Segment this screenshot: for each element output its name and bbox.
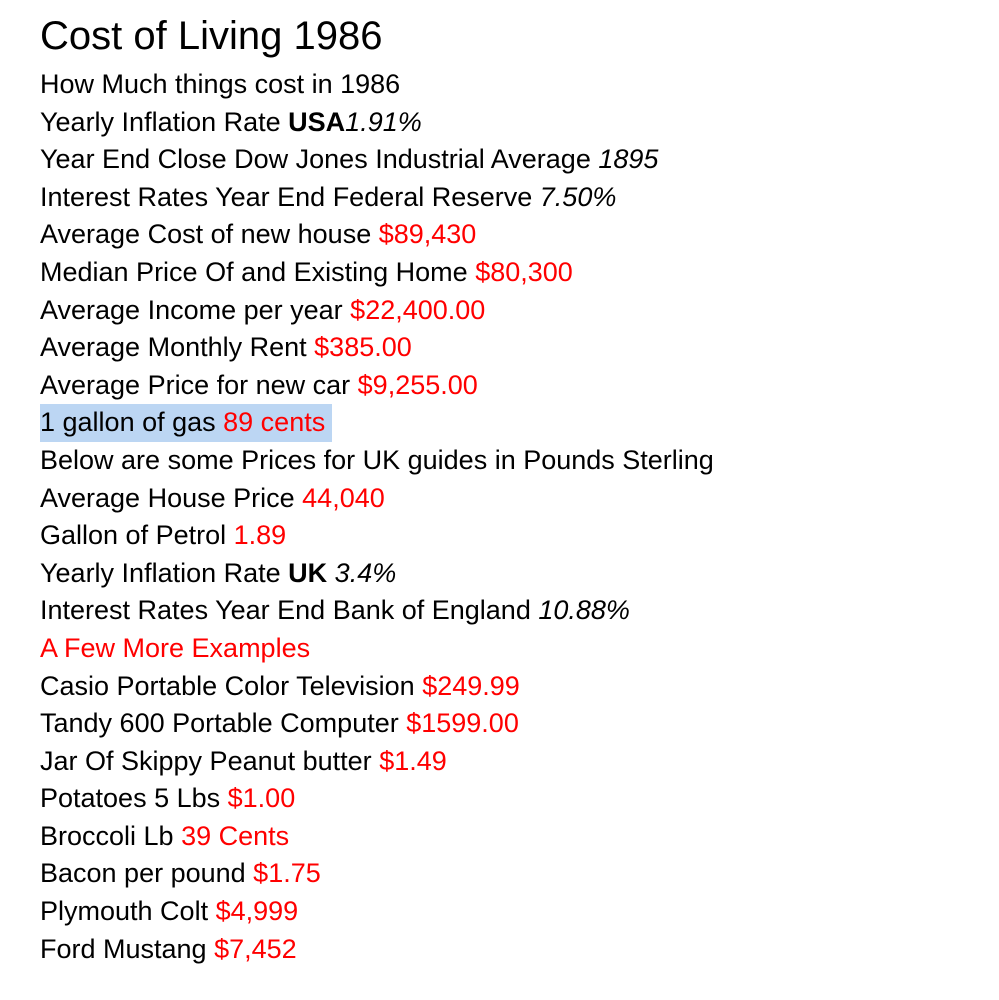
list-item <box>40 630 980 668</box>
item-label: Median Price Of and Existing Home <box>40 256 476 287</box>
price-value: A Few More Examples <box>40 632 311 663</box>
item-label: Average House Price <box>40 482 303 513</box>
list-item <box>40 517 980 555</box>
emphasis-text: USA <box>288 106 346 137</box>
price-value: $1.75 <box>253 858 321 889</box>
list-item <box>40 555 980 593</box>
price-value: 89 cents <box>223 407 326 438</box>
list-item <box>40 668 980 706</box>
list-item <box>40 743 980 781</box>
price-value: $1.00 <box>227 783 296 814</box>
list-item <box>40 818 980 856</box>
price-value: 44,040 <box>302 482 385 513</box>
item-label: Average Price for new car <box>40 369 358 400</box>
item-label: Yearly Inflation Rate <box>40 106 289 137</box>
price-value: $80,300 <box>475 256 573 287</box>
emphasis-text: 7.50% <box>539 181 617 212</box>
list-item <box>40 705 980 743</box>
list-item <box>40 66 980 104</box>
page-title: Cost of Living 1986 <box>40 14 383 58</box>
item-label: Interest Rates Year End Federal Reserve <box>40 181 540 212</box>
list-item <box>40 104 980 142</box>
list-item <box>40 404 332 442</box>
item-label: Potatoes 5 Lbs <box>40 783 228 814</box>
list-item <box>40 855 980 893</box>
item-label: Jar Of Skippy Peanut butter <box>40 745 380 776</box>
item-label: Tandy 600 Portable Computer <box>40 708 407 739</box>
item-label: Average Monthly Rent <box>40 332 315 363</box>
price-value: $1599.00 <box>406 708 519 739</box>
list-item <box>40 442 980 480</box>
item-label: Bacon per pound <box>40 858 254 889</box>
emphasis-text: 10.88% <box>538 595 630 626</box>
list-item <box>40 292 980 330</box>
list-item <box>40 216 980 254</box>
emphasis-text: 1895 <box>598 144 659 175</box>
item-label: Average Income per year <box>40 294 351 325</box>
item-label: Gallon of Petrol <box>40 520 234 551</box>
item-label <box>327 558 335 588</box>
list-item <box>40 592 980 630</box>
price-value: $249.99 <box>422 670 520 701</box>
emphasis-text: UK <box>288 557 328 588</box>
emphasis-text: 1.91% <box>345 106 422 137</box>
list-item <box>40 329 980 367</box>
price-value: $89,430 <box>378 219 477 250</box>
emphasis-text: 3.4% <box>334 557 397 588</box>
document <box>40 8 980 968</box>
list-item <box>40 480 980 518</box>
price-value: 39 Cents <box>181 820 290 851</box>
price-value: $4,999 <box>215 896 299 927</box>
item-label: Ford Mustang <box>40 933 215 964</box>
list-item <box>40 931 980 969</box>
item-label: Interest Rates Year End Bank of England <box>40 595 539 626</box>
price-value: $22,400.00 <box>350 294 486 325</box>
item-label: 1 gallon of gas <box>40 407 224 438</box>
price-value: $7,452 <box>214 933 297 964</box>
item-label: How Much things cost in 1986 <box>40 69 401 99</box>
item-label: Year End Close Dow Jones Industrial Average <box>40 144 599 175</box>
price-value: $9,255.00 <box>357 369 478 400</box>
item-label: Average Cost of new house <box>40 219 379 250</box>
price-list <box>40 66 980 968</box>
list-item <box>40 179 980 217</box>
list-item <box>40 367 980 405</box>
item-label: Casio Portable Color Television <box>40 670 423 701</box>
item-label: Below are some Prices for UK guides in Pounds Sterling <box>40 444 714 475</box>
list-item <box>40 780 980 818</box>
price-value: $385.00 <box>314 332 412 363</box>
list-item <box>40 254 980 292</box>
item-label: Broccoli Lb <box>40 820 182 851</box>
list-item <box>40 141 980 179</box>
list-item <box>40 893 980 931</box>
price-value: $1.49 <box>379 745 447 776</box>
price-value: 1.89 <box>233 520 287 551</box>
item-label: Yearly Inflation Rate <box>40 557 289 588</box>
item-label: Plymouth Colt <box>40 896 216 927</box>
